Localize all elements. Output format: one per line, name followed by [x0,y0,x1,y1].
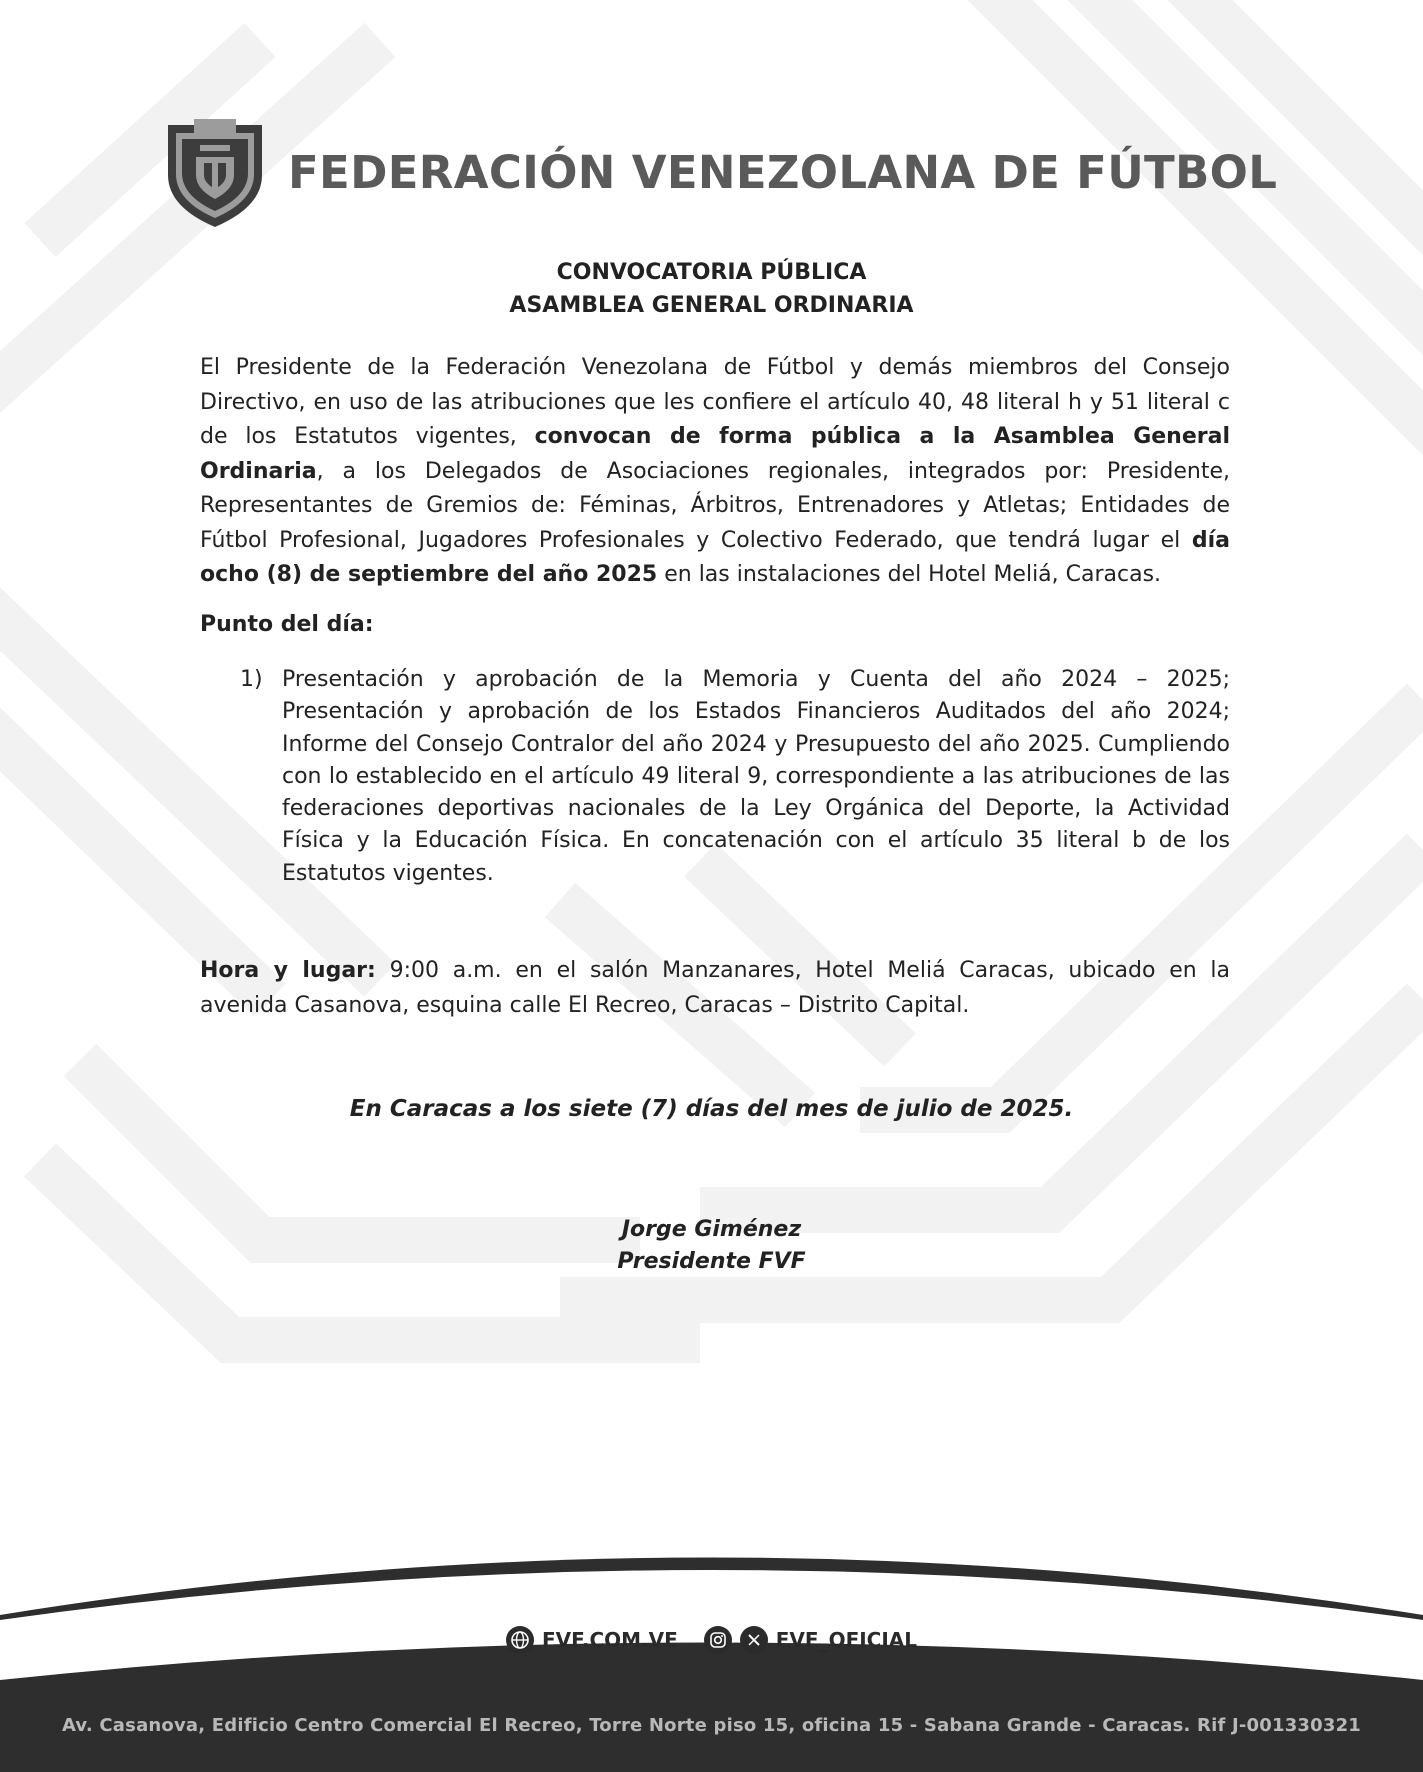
document-title [0,256,1423,322]
website-link[interactable] [506,1626,678,1654]
globe-icon [506,1626,534,1654]
agenda-item [240,664,1230,890]
letterhead [164,115,1277,230]
federation-name: FEDERACIÓN VENEZOLANA DE FÚTBOL [288,146,1278,199]
intro-text-1: El Presidente de la Federación Venezolana de Fútbol y demás miembros del Consejo Directivo, en uso de las atribuciones que les confiere el artículo 40, 48 literal h y 51 literal c de los Estatutos vigentes, [200,355,1230,449]
x-icon [740,1626,768,1654]
social-link[interactable] [704,1626,917,1654]
intro-paragraph [200,351,1230,593]
venue-paragraph [200,954,1230,1023]
website-text: FVF.COM.VE [541,1628,678,1652]
agenda-list [240,664,1230,890]
agenda-heading: Punto del día: [200,612,374,637]
venue-label: Hora y lugar: [200,958,376,983]
instagram-icon [704,1626,732,1654]
footer-contacts [0,1626,1423,1654]
fvf-crest-icon [164,117,266,229]
title-line-2: ASAMBLEA GENERAL ORDINARIA [509,293,914,318]
venue-text: 9:00 a.m. en el salón Manzanares, Hotel Meliá Caracas, ubicado en la avenida Casanova, esquina calle El Recreo, Caracas – Distrito Capital. [200,958,1230,1018]
agenda-item-text: Presentación y aprobación de la Memoria y Cuenta del año 2024 – 2025; Presentación y aprobación de los Estados Financieros Auditados del año 2024; Informe del Consejo Contralor del año 2024 y Presupuesto del año 2025. Cumpliendo con lo establecido en el artículo 49 literal 9, correspondiente a las atribuciones de las federaciones deportivas nacionales de la Ley Orgánica del Deporte, la Actividad Física y la Educación Física. En concatenación con el artículo 35 literal b de los Estatutos vigentes. [282,667,1230,886]
title-line-1: CONVOCATORIA PÚBLICA [556,260,867,285]
dateline: En Caracas a los siete (7) días del mes de julio de 2025. [349,1096,1074,1122]
signature-block [0,1214,1423,1278]
agenda-item-number: 1) [240,667,263,692]
intro-bold-2: día ocho (8) de septiembre del año 2025 [200,527,1230,587]
intro-bold-1: convocan de forma pública a la Asamblea General Ordinaria [200,424,1230,484]
signatory-name: Jorge Giménez [621,1217,802,1242]
intro-text-3: en las instalaciones del Hotel Meliá, Caracas. [657,562,1162,587]
footer-address: Av. Casanova, Edificio Centro Comercial El Recreo, Torre Norte piso 15, oficina 15 - Sabana Grande - Caracas. Rif J-001330321 [61,1715,1362,1736]
signatory-role: Presidente FVF [617,1249,806,1274]
social-handle: FVF_OFICIAL [775,1628,918,1652]
intro-text-2: , a los Delegados de Asociaciones regionales, integrados por: Presidente, Representantes de Gremios de: Féminas, Árbitros, Entrenadores y Atletas; Entidades de Fútbol Profesional, Jugadores Profesionales y Colectivo Federado, que tendrá lugar el [200,458,1230,553]
